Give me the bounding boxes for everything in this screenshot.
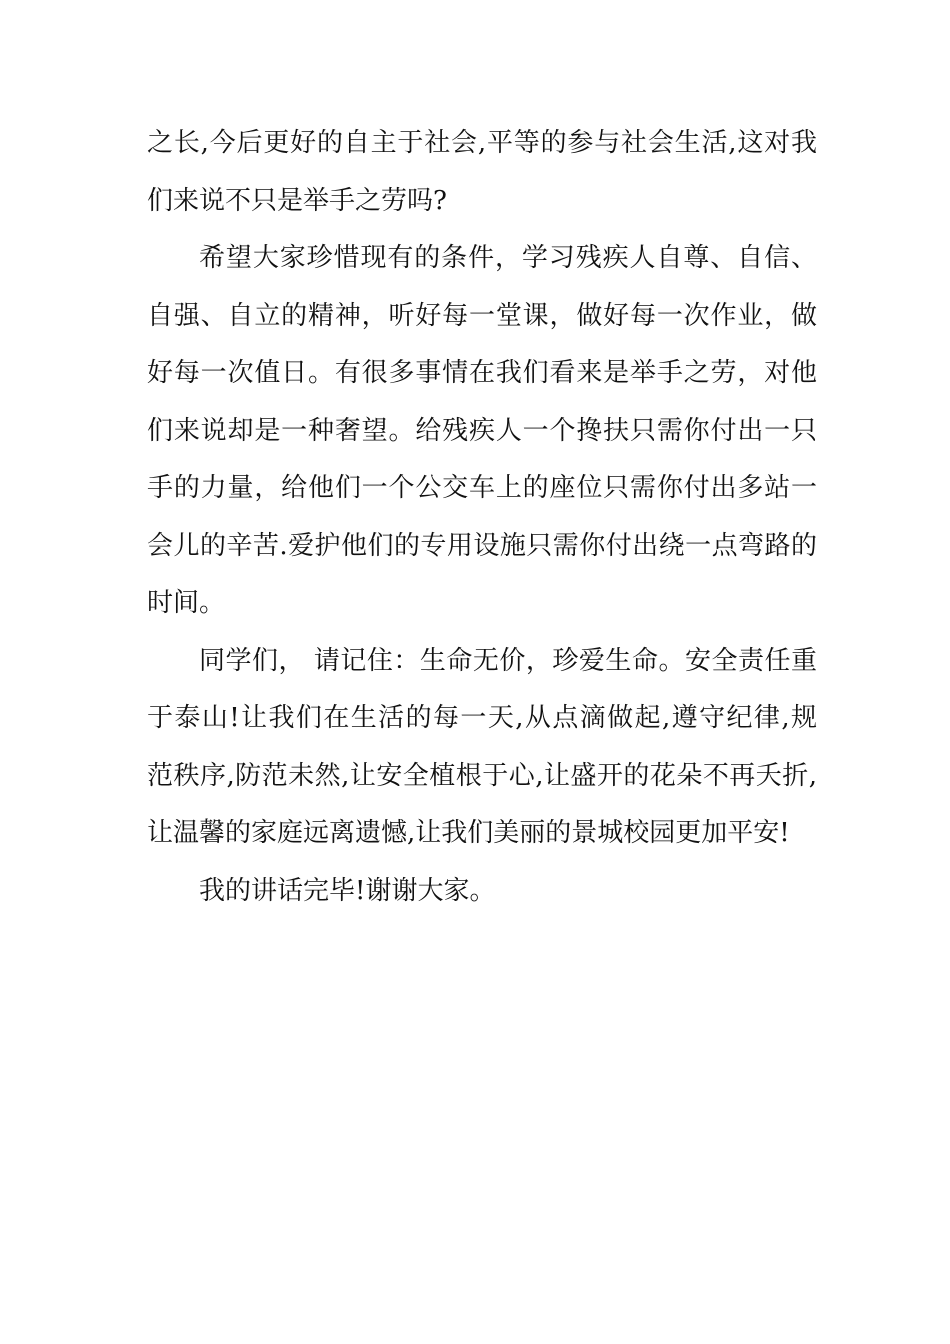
text-line: 好每一次值日。有很多事情在我们看来是举手之劳，对他 [147, 358, 817, 388]
text-line: 手的力量，给他们一个公交车上的座位只需你付出多站一 [147, 473, 817, 503]
text-line: 我的讲话完毕!谢谢大家。 [199, 875, 496, 906]
text-line: 时间。 [147, 588, 226, 618]
text-line: 同学们， 请记住：生命无价，珍爱生命。安全责任重 [199, 645, 817, 676]
text-line: 希望大家珍惜现有的条件，学习残疾人自尊、自信、 [199, 243, 817, 273]
text-line: 们来说却是一种奢望。给残疾人一个搀扶只需你付出一只 [147, 415, 817, 446]
text-line: 于泰山!让我们在生活的每一天,从点滴做起,遵守纪律,规 [147, 703, 817, 733]
text-line: 自强、自立的精神，听好每一堂课，做好每一次作业，做 [147, 300, 817, 331]
text-line: 之长,今后更好的自主于社会,平等的参与社会生活,这对我 [147, 128, 817, 158]
text-line: 让温馨的家庭远离遗憾,让我们美丽的景城校园更加平安! [147, 818, 790, 848]
text-line: 们来说不只是举手之劳吗? [147, 185, 447, 216]
text-line: 范秩序,防范未然,让安全植根于心,让盛开的花朵不再夭折, [147, 760, 817, 791]
text-line: 会儿的辛苦.爱护他们的专用设施只需你付出绕一点弯路的 [147, 530, 817, 561]
speech-body [147, 115, 817, 920]
